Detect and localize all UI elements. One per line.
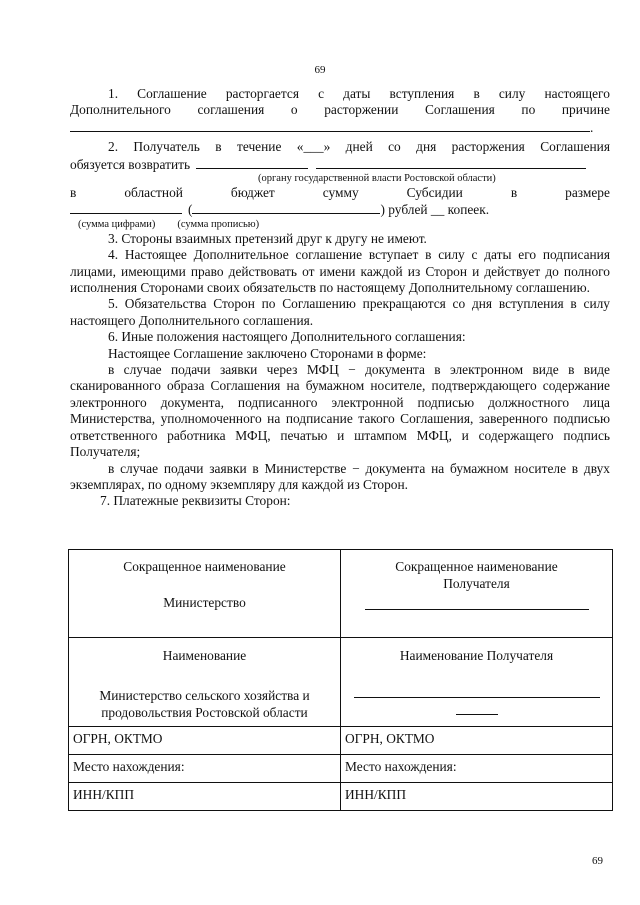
table-row-ogrn: [69, 727, 613, 755]
paragraph-7: 7. Платежные реквизиты Сторон:: [100, 493, 291, 509]
paragraph-3: 3. Стороны взаимных претензий друг к другу не имеют.: [108, 230, 427, 246]
page-number-bottom: 69: [592, 855, 603, 867]
paragraph-6b: в случае подачи заявки через МФЦ − документа в электронном виде в виде сканированного образа Соглашения на бумажном носителе, подтверждающего содержание электронного документа, подписанного электронной подписью должностного лица Министерства, уполномоченного на подписание такого Соглашения, заверенного подписью ответственного работника МФЦ, печатью и штампом МФЦ, и содержащего подпись Получателя;: [70, 362, 610, 460]
cell-right-ogrn: ОГРН, ОКТМО: [341, 727, 613, 755]
recipient-short-name-blank: [365, 609, 589, 610]
paragraph-1-line-3: .: [70, 119, 610, 135]
paragraph-6c: в случае подачи заявки в Министерстве − документа на бумажном носителе в двух экземплярах, по одному экземпляру для каждой из Сторон.: [70, 460, 610, 492]
cell-right-name: Наименование Получателя: [341, 638, 613, 727]
paragraph-2-line-1: 2. Получатель в течение «___» дней со дня расторжения Соглашения: [108, 139, 610, 155]
cell-left-ogrn: ОГРН, ОКТМО: [69, 727, 341, 755]
cell-left-short-name: Сокращенное наименование Министерство: [69, 550, 341, 638]
cell-left-name: Наименование Министерство сельского хозяйства и продовольствия Ростовской области: [69, 638, 341, 727]
return-to-blank-2: [316, 156, 586, 169]
table-row-name: [69, 638, 613, 727]
paragraph-6: 6. Иные положения настоящего Дополнительного соглашения:: [108, 329, 466, 345]
paragraph-2-line-2: обязуется возвратить: [70, 156, 610, 173]
recipient-name-blank-2: [456, 714, 498, 715]
paragraph-2-line-4: ( ) рублей __ копеек.: [70, 201, 610, 218]
table-row-location: [69, 755, 613, 783]
amount-hints: [70, 219, 610, 231]
table-row-inn: [69, 783, 613, 811]
paragraph-1-line-2: Дополнительного соглашения о расторжении Соглашения по причине: [70, 102, 610, 118]
reason-blank: [70, 119, 590, 132]
paragraph-2-line-3: в областной бюджет сумму Субсидии в размере: [70, 185, 610, 201]
cell-right-short-name: Сокращенное наименование Получателя: [341, 550, 613, 638]
paragraph-1-line-1: 1. Соглашение расторгается с даты вступления в силу настоящего: [108, 86, 610, 101]
amount-digits-blank: [70, 201, 182, 214]
cell-left-location: Место нахождения:: [69, 755, 341, 783]
page-number-top: 69: [314, 64, 326, 76]
hint-state-authority: (органу государственной власти Ростовской области): [258, 173, 496, 185]
hint-sum-words: (сумма прописью): [177, 218, 260, 230]
cell-right-location: Место нахождения:: [341, 755, 613, 783]
table-row-short-name: [69, 550, 613, 638]
document-body: [70, 86, 610, 510]
payment-requisites-table: [68, 549, 613, 811]
paragraph-4: 4. Настоящее Дополнительное соглашение вступает в силу с даты его подписания лицами, имеющими право действовать от имени каждой из Сторон и действует до полного исполнения Сторонами своих обязательств по настоящему Дополнительному соглашению.: [70, 247, 610, 296]
cell-left-inn: ИНН/КПП: [69, 783, 341, 811]
recipient-name-blank-1: [354, 697, 600, 698]
amount-words-blank: [192, 201, 380, 214]
cell-right-inn: ИНН/КПП: [341, 783, 613, 811]
return-to-blank-1: [196, 156, 308, 169]
paragraph-5: 5. Обязательства Сторон по Соглашению прекращаются со дня вступления в силу настоящего Дополнительного соглашения.: [70, 296, 610, 328]
paragraph-6a: Настоящее Соглашение заключено Сторонами в форме:: [108, 345, 427, 361]
hint-sum-digits: (сумма цифрами): [78, 218, 156, 230]
